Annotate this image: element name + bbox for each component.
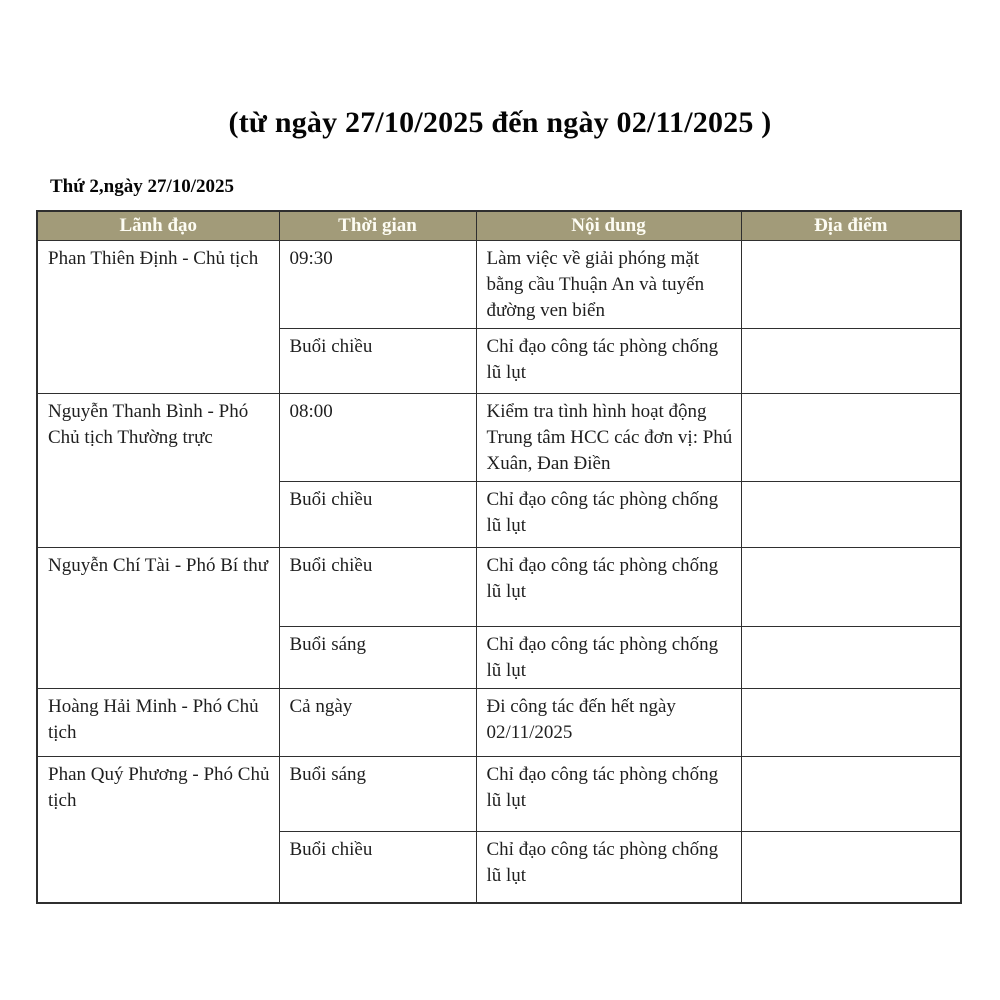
leader-cell: Phan Quý Phương - Phó Chủ tịch <box>37 757 279 903</box>
location-cell <box>741 757 961 832</box>
location-cell <box>741 689 961 757</box>
location-cell <box>741 241 961 329</box>
table-row <box>37 241 961 329</box>
content-cell: Chỉ đạo công tác phòng chống lũ lụt <box>476 757 741 832</box>
leader-cell: Phan Thiên Định - Chủ tịch <box>37 241 279 394</box>
page-title: (từ ngày 27/10/2025 đến ngày 02/11/2025 ) <box>228 106 772 139</box>
table-row <box>37 757 961 832</box>
time-cell: Buổi sáng <box>279 757 476 832</box>
time-cell: Buổi sáng <box>279 627 476 689</box>
time-cell: Buổi chiều <box>279 329 476 394</box>
content-cell: Chỉ đạo công tác phòng chống lũ lụt <box>476 548 741 627</box>
content-cell: Chỉ đạo công tác phòng chống lũ lụt <box>476 627 741 689</box>
leader-cell: Nguyễn Thanh Bình - Phó Chủ tịch Thường trực <box>37 394 279 548</box>
location-cell <box>741 627 961 689</box>
leader-cell: Nguyễn Chí Tài - Phó Bí thư <box>37 548 279 689</box>
column-header: Nội dung <box>476 211 741 241</box>
time-cell: Cả ngày <box>279 689 476 757</box>
content-cell: Chỉ đạo công tác phòng chống lũ lụt <box>476 832 741 903</box>
column-header: Địa điểm <box>741 211 961 241</box>
location-cell <box>741 548 961 627</box>
content-cell: Kiểm tra tình hình hoạt động Trung tâm HCC các đơn vị: Phú Xuân, Đan Điền <box>476 394 741 482</box>
column-header: Lãnh đạo <box>37 211 279 241</box>
table-row <box>37 548 961 627</box>
table-row <box>37 394 961 482</box>
time-cell: 09:30 <box>279 241 476 329</box>
day-heading: Thứ 2,ngày 27/10/2025 <box>50 176 235 197</box>
location-cell <box>741 832 961 903</box>
table-body <box>37 241 961 903</box>
schedule-table <box>36 210 962 904</box>
time-cell: Buổi chiều <box>279 482 476 548</box>
content-cell: Chỉ đạo công tác phòng chống lũ lụt <box>476 329 741 394</box>
time-cell: Buổi chiều <box>279 832 476 903</box>
leader-cell: Hoàng Hải Minh - Phó Chủ tịch <box>37 689 279 757</box>
content-cell: Làm việc về giải phóng mặt bằng cầu Thuận An và tuyến đường ven biển <box>476 241 741 329</box>
location-cell <box>741 329 961 394</box>
column-header: Thời gian <box>279 211 476 241</box>
header-row <box>37 211 961 241</box>
time-cell: Buổi chiều <box>279 548 476 627</box>
table-row <box>37 689 961 757</box>
location-cell <box>741 482 961 548</box>
location-cell <box>741 394 961 482</box>
time-cell: 08:00 <box>279 394 476 482</box>
content-cell: Đi công tác đến hết ngày 02/11/2025 <box>476 689 741 757</box>
content-cell: Chỉ đạo công tác phòng chống lũ lụt <box>476 482 741 548</box>
